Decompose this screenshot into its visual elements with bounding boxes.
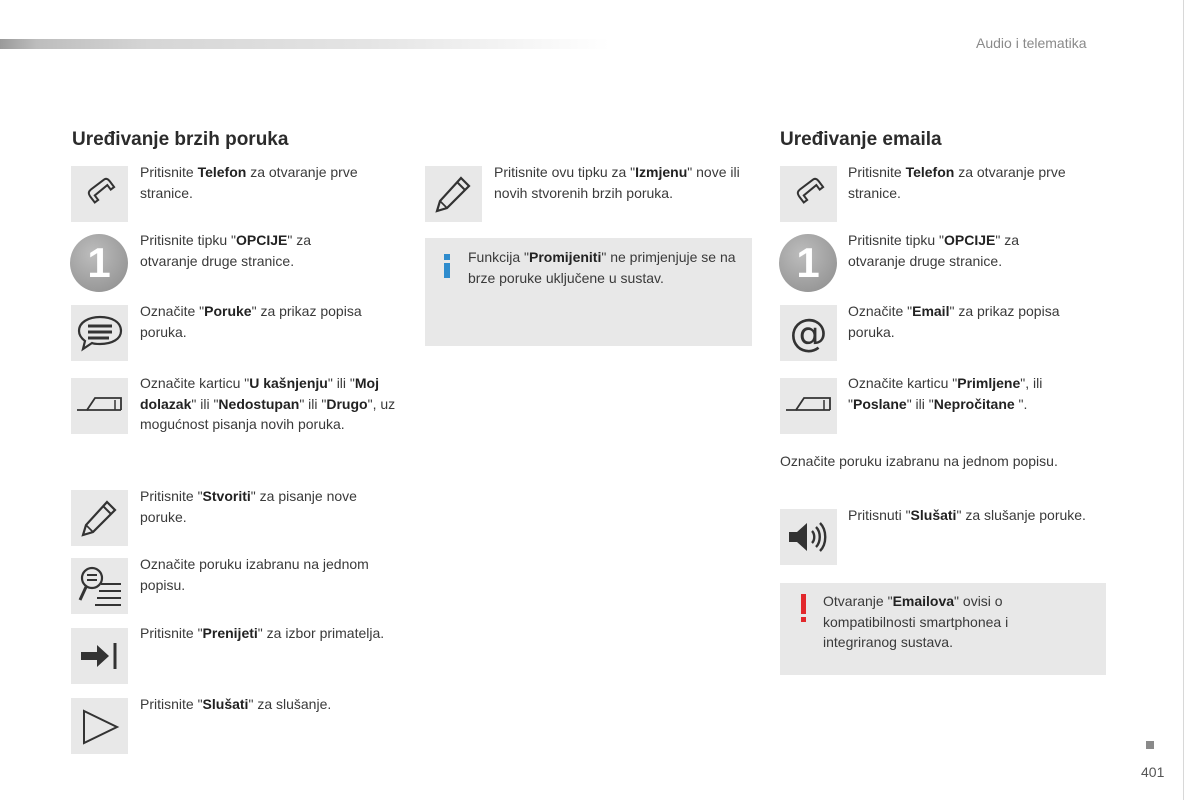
- bold-term: Slušati: [202, 696, 249, 712]
- bold-term: Slušati: [910, 507, 957, 523]
- info-icon: [444, 254, 450, 260]
- bold-term: U kašnjenju: [249, 375, 328, 391]
- left-step-3-text: Označite "Poruke" za prikaz popisa poruka.: [140, 303, 362, 340]
- page-number: 401: [1141, 764, 1165, 780]
- pencil-icon: [71, 490, 128, 546]
- left-step-1-text: Pritisnite Telefon za otvaranje prve stranice.: [140, 164, 358, 201]
- header-gradient-bar: [0, 39, 610, 49]
- speaker-icon: [780, 509, 837, 565]
- left-heading: Uređivanje brzih poruka: [72, 129, 289, 150]
- warning-icon: [801, 594, 806, 614]
- left-step-5-text: Pritisnite "Stvoriti" za pisanje nove poruke.: [140, 488, 357, 525]
- middle-step-text: Pritisnite ovu tipku za "Izmjenu" nove ili novih stvorenih brzih poruka.: [494, 164, 740, 201]
- left-step-8-text: Pritisnite "Slušati" za slušanje.: [140, 696, 332, 712]
- warning-note: [780, 583, 1106, 675]
- bold-term: Telefon: [197, 164, 247, 180]
- right-plain-text: Označite poruku izabranu na jednom popisu.: [780, 453, 1058, 469]
- right-step-1-text: Pritisnite Telefon za otvaranje prve stranice.: [848, 164, 1066, 201]
- right-step-3-text: Označite "Email" za prikaz popisa poruka.: [848, 303, 1060, 340]
- right-heading: Uređivanje emaila: [780, 129, 942, 150]
- info-note-text: Funkcija "Promijeniti" ne primjenjuje se na brze poruke uključene u sustav.: [468, 249, 736, 286]
- right-step-2-text: Pritisnite tipku "OPCIJE" za otvaranje druge stranice.: [848, 232, 1020, 269]
- left-step-6-text: Označite poruku izabranu na jednom popisu.: [140, 556, 369, 593]
- page-edge-line: [1183, 0, 1184, 800]
- phone-icon: [780, 166, 837, 222]
- search-list-icon: [71, 558, 128, 614]
- warning-icon-dot: [801, 617, 806, 622]
- bold-term: Nepročitane: [933, 395, 1015, 412]
- bold-term: Primljene: [957, 375, 1021, 391]
- bold-term: Nedostupan: [218, 395, 300, 412]
- bold-term: Telefon: [905, 164, 955, 180]
- tab-icon: [780, 378, 837, 434]
- bold-term: Drugo: [326, 395, 368, 412]
- left-step-7-text: Pritisnite "Prenijeti" za izbor primatelja.: [140, 625, 385, 641]
- message-bubble-icon: [71, 305, 128, 361]
- forward-icon: [71, 628, 128, 684]
- tab-icon: [71, 378, 128, 434]
- bold-term: Emailova: [892, 593, 955, 609]
- info-icon-stem: [444, 263, 450, 278]
- warning-note-text: Otvaranje "Emailova" ovisi o kompatibilnosti smartphonea i integriranog sustava.: [823, 593, 1009, 650]
- info-note: [425, 238, 752, 346]
- bold-term: Moj dolazak: [140, 375, 379, 412]
- bold-term: Prenijeti: [202, 625, 258, 641]
- left-step-2-text: Pritisnite tipku "OPCIJE" za otvaranje druge stranice.: [140, 232, 312, 269]
- right-step-5-text: Pritisnuti "Slušati" za slušanje poruke.: [848, 507, 1086, 523]
- step-number-icon: 1: [779, 234, 837, 292]
- bold-term: Promijeniti: [529, 249, 602, 265]
- section-title: Audio i telematika: [976, 35, 1087, 51]
- bold-term: OPCIJE: [236, 232, 288, 248]
- bold-term: OPCIJE: [944, 232, 996, 248]
- at-sign-icon: [780, 305, 837, 361]
- pencil-icon: [425, 166, 482, 222]
- bold-term: Poruke: [204, 303, 252, 319]
- bold-term: Email: [912, 303, 950, 319]
- svg-text:@: @: [789, 311, 828, 355]
- left-step-4-text: Označite karticu "U kašnjenju" ili "Moj dolazak" ili "Nedostupan" ili "Drugo", uz mogućnost pisanja novih poruka.: [140, 375, 396, 432]
- bold-term: Stvoriti: [202, 488, 251, 504]
- play-icon: [71, 698, 128, 754]
- page-marker: [1146, 741, 1154, 749]
- step-number-icon: 1: [70, 234, 128, 292]
- bold-term: Izmjenu: [635, 164, 688, 180]
- bold-term: Poslane: [852, 395, 907, 412]
- phone-icon: [71, 166, 128, 222]
- right-step-4-text: Označite karticu "Primljene", ili "Poslane" ili "Nepročitane ".: [848, 375, 1043, 412]
